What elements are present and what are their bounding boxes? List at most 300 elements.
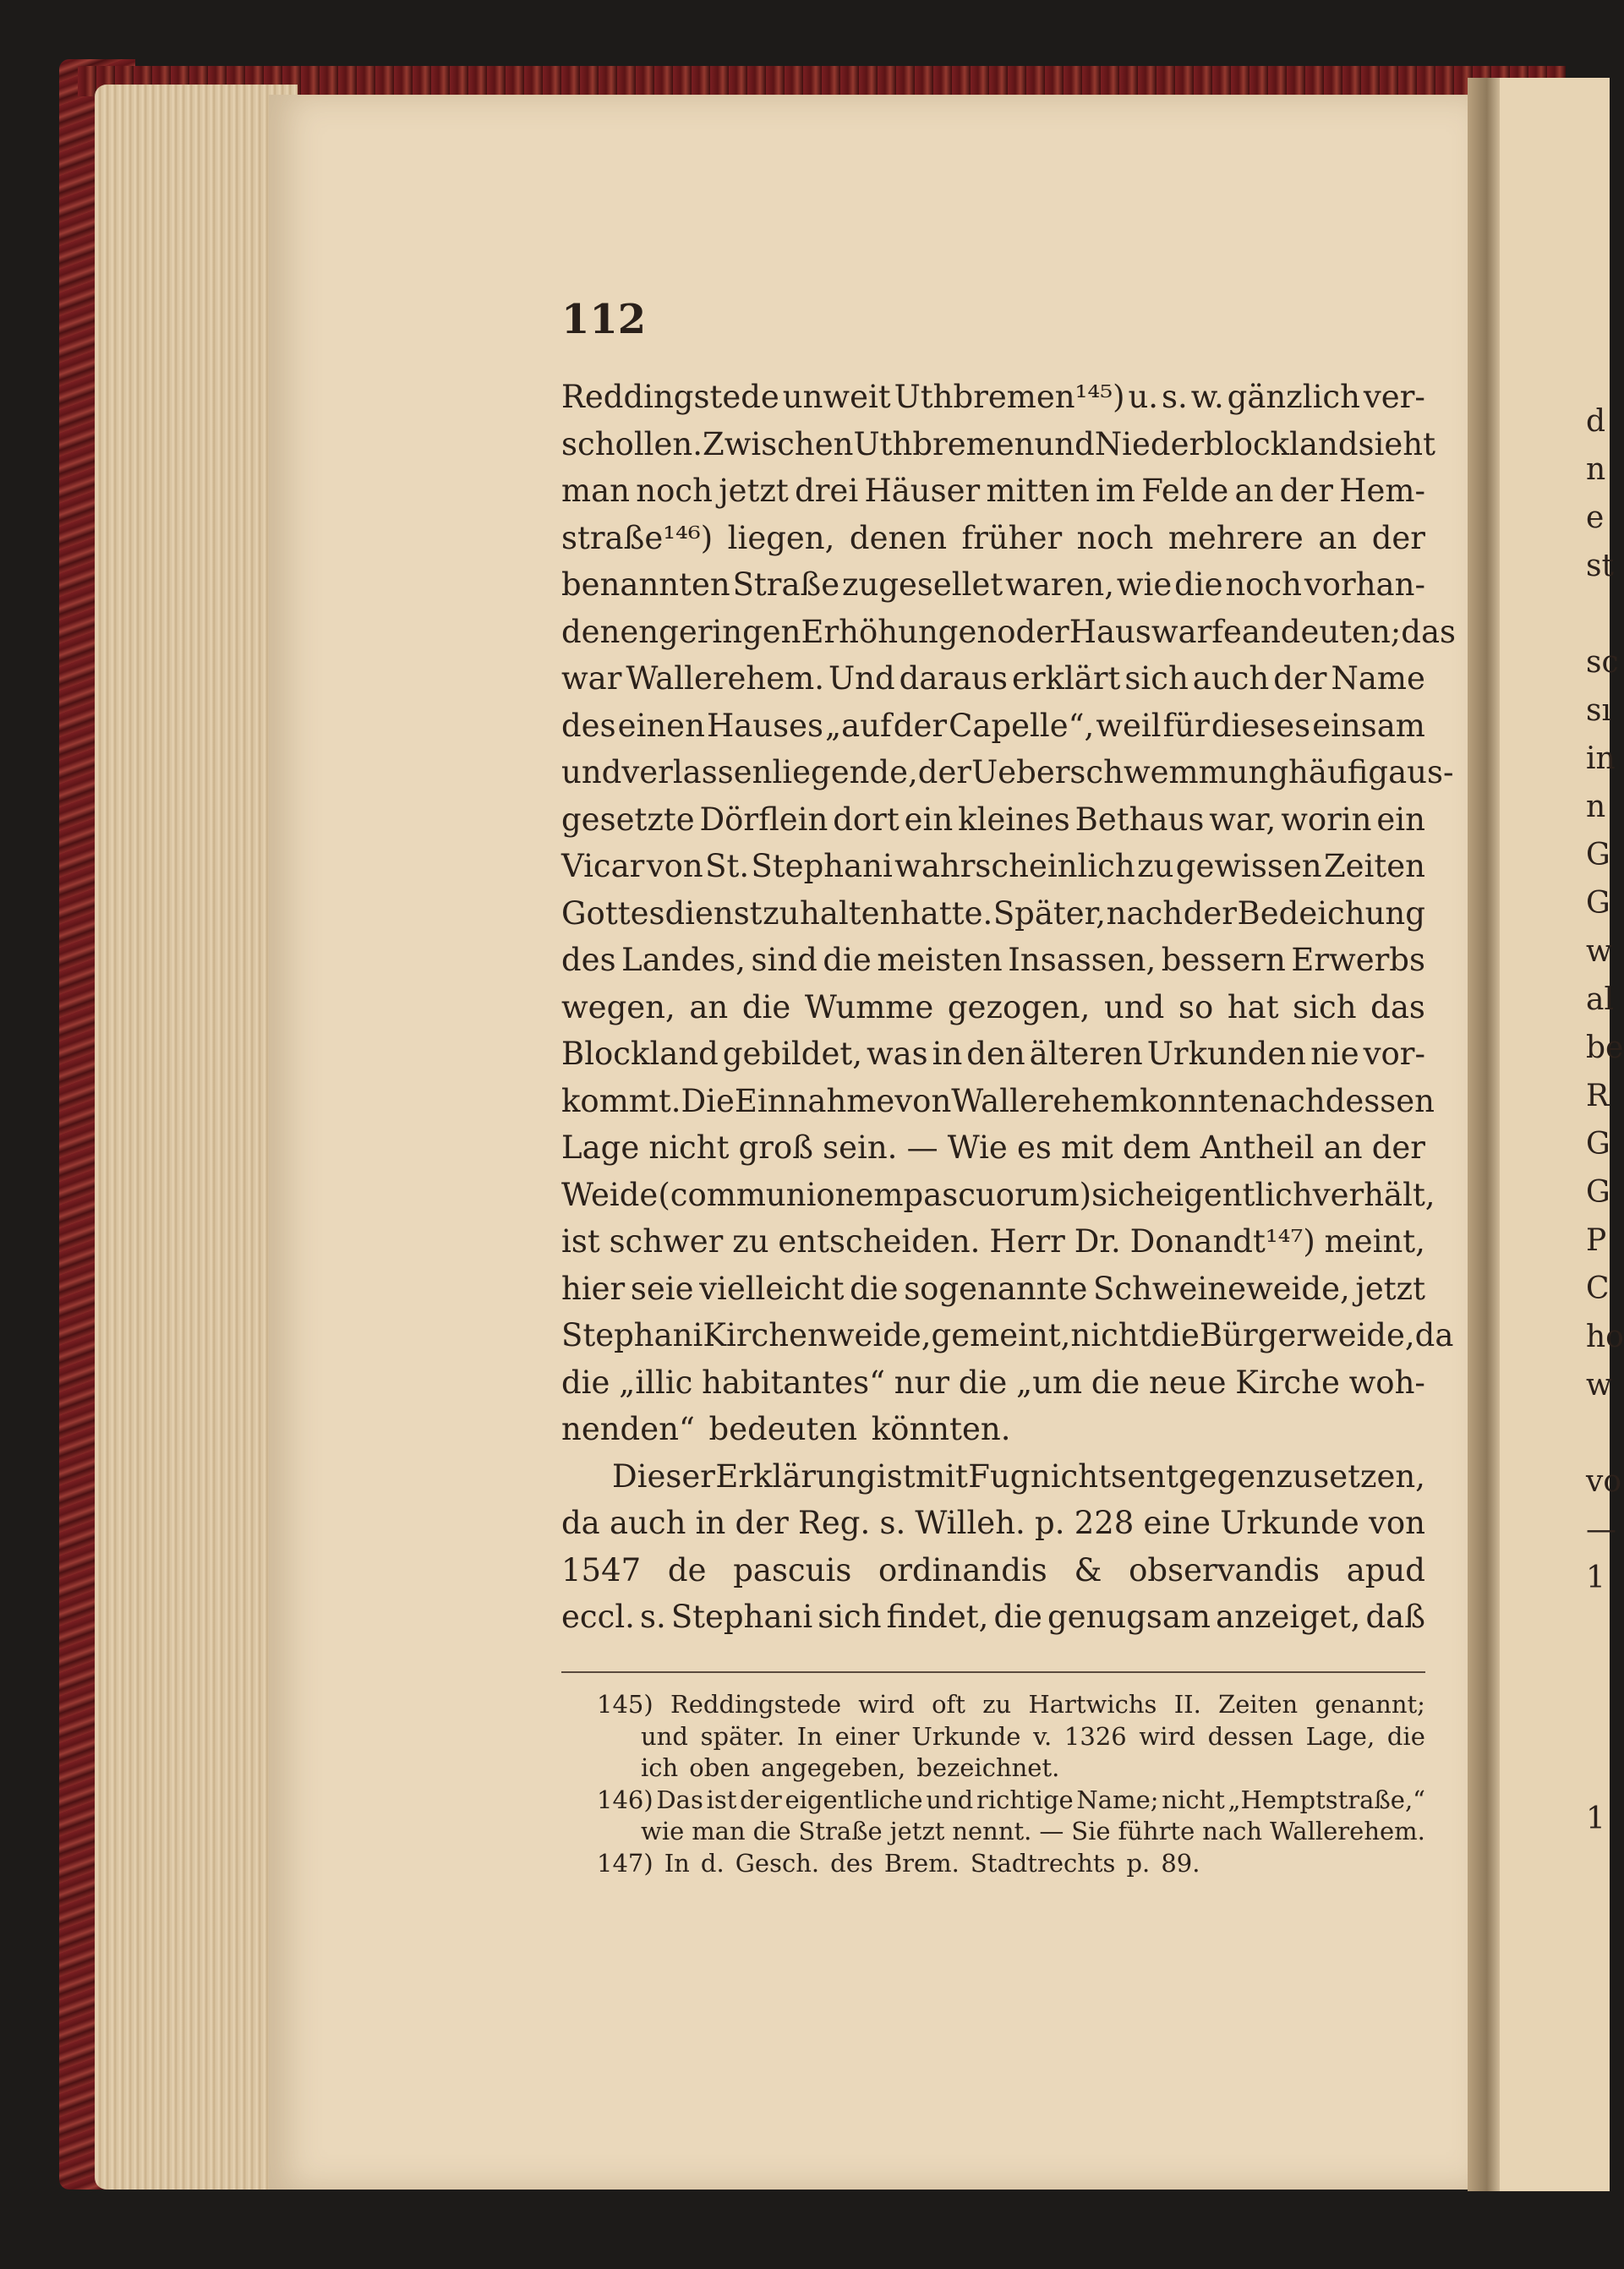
page-number: 112	[561, 296, 647, 343]
text-line	[561, 984, 1425, 1031]
word: verlassen	[621, 754, 773, 790]
word: Uthbremen¹⁴⁵)	[894, 379, 1125, 415]
facing-fragment	[1586, 1602, 1610, 1650]
word: II.	[1173, 1690, 1201, 1719]
word: observandis	[1129, 1551, 1320, 1588]
word: wegen,	[561, 988, 675, 1025]
word: Willeh.	[915, 1505, 1025, 1541]
word: andeuten;	[1241, 613, 1402, 650]
word: genannt;	[1315, 1690, 1425, 1719]
word: —	[1039, 1817, 1064, 1845]
marbled-page-top-edge	[78, 66, 1566, 96]
word: zu	[982, 1690, 1012, 1719]
word: sich	[1293, 988, 1357, 1025]
word: Donandt¹⁴⁷)	[1129, 1223, 1315, 1260]
word: geringen	[659, 613, 801, 650]
word: schollen.	[561, 425, 703, 462]
word: war,	[1209, 801, 1277, 838]
word: die	[823, 942, 872, 978]
text-line	[561, 374, 1425, 421]
word: anzeiget,	[1216, 1599, 1361, 1635]
text-line	[561, 937, 1425, 984]
word: und	[641, 1721, 688, 1751]
word: „auf	[825, 707, 892, 744]
text-line	[561, 1500, 1425, 1547]
word: Lage	[561, 1129, 640, 1166]
facing-fragment	[1586, 1747, 1610, 1795]
word: von	[1368, 1505, 1425, 1541]
word: Reddingstede	[561, 379, 779, 415]
word: dessen	[1325, 1082, 1435, 1119]
word: habitantes“	[702, 1364, 885, 1401]
text-line	[561, 421, 1435, 468]
footnote-line	[597, 1785, 1425, 1817]
word: den	[966, 1036, 1025, 1072]
word: nenden“	[561, 1411, 695, 1447]
word: u.	[1128, 379, 1159, 415]
footnote-line	[597, 1848, 1425, 1880]
facing-fragment: sc	[1586, 645, 1619, 680]
facing-fragment: sı	[1586, 693, 1611, 728]
word: p.	[1035, 1505, 1065, 1541]
facing-fragment: in	[1586, 741, 1616, 776]
text-line	[561, 1594, 1425, 1641]
word: der	[740, 1785, 782, 1814]
word: nach	[1249, 1082, 1326, 1119]
text-line	[561, 609, 1456, 656]
word: Erwerbs	[1291, 942, 1425, 978]
word: da	[1414, 1317, 1454, 1353]
word: Stephani	[670, 1599, 813, 1635]
facing-fragment: w	[1586, 934, 1612, 969]
word: entgegen	[1127, 1457, 1276, 1495]
text-line	[561, 655, 1425, 703]
word: 145)	[597, 1690, 653, 1719]
word: der	[1371, 1129, 1425, 1166]
word: Die	[681, 1082, 735, 1119]
facing-fragment: e	[1586, 500, 1605, 535]
word: einen	[617, 707, 705, 744]
word: gemeint,	[931, 1317, 1071, 1353]
facing-page-text-fragments	[1586, 397, 1624, 1843]
word: Lage,	[1305, 1721, 1375, 1751]
main-text-block	[561, 374, 1456, 1641]
text-line	[561, 890, 1425, 938]
word: jetzt	[719, 473, 789, 509]
word: wie	[1116, 566, 1173, 603]
word: richtige	[976, 1785, 1074, 1814]
word: Erhöhungen	[801, 613, 998, 650]
word: Blockland	[561, 1036, 719, 1072]
word: In	[796, 1721, 823, 1751]
word: schwer	[609, 1223, 724, 1260]
word: Zwischen	[702, 425, 854, 462]
word: an	[1323, 1129, 1363, 1166]
facing-fragment: n	[1586, 452, 1606, 487]
word: Häuser	[864, 473, 981, 509]
word: nie	[1310, 1036, 1359, 1072]
word: Dr.	[1074, 1223, 1121, 1260]
word: vorhan-	[1304, 566, 1425, 603]
word: in	[932, 1036, 963, 1072]
text-line	[561, 1031, 1425, 1078]
text-line	[561, 1218, 1425, 1266]
word: jetzt	[1355, 1270, 1425, 1307]
word: erklärt	[1011, 660, 1121, 697]
word: nicht	[648, 1129, 730, 1166]
word: zu	[732, 1223, 769, 1260]
word: Urkunde	[911, 1721, 1021, 1751]
word: eccl.	[561, 1599, 635, 1635]
word: ist	[561, 1223, 600, 1260]
word: älteren	[1029, 1036, 1143, 1072]
word: gezogen,	[947, 988, 1091, 1025]
word: genugsam	[1047, 1599, 1211, 1635]
word: die	[1174, 566, 1223, 603]
facing-fragment	[1586, 590, 1610, 638]
word: Wallerehem.	[626, 660, 824, 697]
facing-fragment: d	[1586, 404, 1606, 439]
word: Hauswarfe	[1069, 613, 1242, 650]
word: halten	[800, 894, 900, 932]
word: benannten	[561, 566, 730, 603]
word: In	[664, 1848, 690, 1878]
word: Herr	[989, 1223, 1065, 1260]
word: Erklärung	[715, 1457, 877, 1495]
word: St.	[705, 848, 750, 884]
word: von	[646, 848, 703, 884]
word: wird	[1139, 1721, 1195, 1751]
word: dem	[1122, 1129, 1191, 1166]
word: zu	[1137, 848, 1174, 884]
word: bedeuten	[708, 1411, 858, 1447]
word: dessen	[1207, 1721, 1293, 1751]
word: 1326	[1064, 1721, 1127, 1751]
word: einsam	[1312, 707, 1425, 744]
facing-fragment	[1586, 1698, 1610, 1747]
footnote-line	[597, 1752, 1425, 1785]
word: Stephani	[561, 1317, 703, 1353]
word: könnten.	[871, 1411, 1011, 1447]
word: Stephani	[751, 848, 893, 884]
word: drei	[795, 473, 859, 509]
word: sich	[817, 1599, 882, 1635]
word: Später,	[992, 894, 1107, 932]
footnote-line	[597, 1816, 1425, 1848]
word: Vicar	[561, 848, 645, 884]
word: Wie	[947, 1129, 1008, 1166]
word: Das	[656, 1785, 703, 1814]
word: d.	[700, 1848, 725, 1878]
word: noch	[636, 473, 713, 509]
word: führte	[1118, 1817, 1195, 1845]
text-line	[561, 1406, 1425, 1453]
word: eigentliche	[785, 1785, 923, 1814]
footnote-rule	[561, 1671, 1425, 1673]
word: zu	[763, 894, 800, 932]
word: die	[1091, 1364, 1140, 1401]
facing-fragment: 1	[1586, 1561, 1605, 1595]
word: Dieser	[612, 1457, 715, 1495]
word: des	[830, 1848, 873, 1878]
word: groß	[738, 1129, 813, 1166]
word: bessern	[1161, 942, 1286, 978]
word: auch	[609, 1505, 686, 1541]
word: &	[1074, 1551, 1102, 1588]
facing-fragment: ho	[1586, 1320, 1624, 1354]
word: s.	[879, 1505, 906, 1541]
word: nach	[1202, 1817, 1263, 1845]
word: und	[561, 754, 622, 790]
word: Capelle“,	[949, 707, 1095, 744]
word: Straße	[732, 566, 840, 603]
word: Zeiten	[1218, 1690, 1299, 1719]
word: „illic	[619, 1364, 693, 1401]
word: nicht	[1070, 1317, 1151, 1353]
word: unweit	[782, 379, 891, 415]
word: oft	[932, 1690, 965, 1719]
word: die	[1386, 1721, 1425, 1751]
word: de	[667, 1551, 707, 1588]
word: ordinandis	[878, 1551, 1047, 1588]
word: häufig	[1288, 754, 1389, 790]
text-line	[561, 515, 1425, 562]
word: vielleicht	[699, 1270, 845, 1307]
word: hier	[561, 1270, 626, 1307]
word: Hauses	[706, 707, 823, 744]
word: dieses	[1211, 707, 1311, 744]
word: an	[1234, 473, 1274, 509]
word: 1547	[561, 1551, 642, 1588]
page-block-edges	[95, 85, 298, 2190]
word: seie	[630, 1270, 694, 1307]
footnotes-block	[597, 1689, 1425, 1879]
word: Sie	[1071, 1817, 1111, 1845]
word: denen	[849, 519, 948, 556]
word: setzen,	[1313, 1457, 1425, 1495]
word: einer	[834, 1721, 899, 1751]
word: Bethaus	[1074, 801, 1205, 838]
word: entscheiden.	[778, 1223, 981, 1260]
word: nichts	[1030, 1457, 1127, 1495]
word: es	[1016, 1129, 1052, 1166]
word: wahrscheinlich	[894, 848, 1135, 884]
book-gutter	[1468, 78, 1500, 2191]
word: später.	[700, 1721, 785, 1751]
word: Urkunde	[1220, 1505, 1359, 1541]
word: Wallerehem	[951, 1082, 1140, 1119]
word: in	[695, 1505, 726, 1541]
word: der	[1371, 519, 1425, 556]
word: das	[1370, 988, 1425, 1025]
word: die	[741, 988, 791, 1025]
word: noch	[1076, 519, 1154, 556]
word: auch	[1192, 660, 1270, 697]
facing-fragment: —	[1586, 1512, 1616, 1547]
word: die	[561, 1364, 610, 1401]
word: 228	[1074, 1505, 1135, 1541]
word: Reddingstede	[670, 1690, 842, 1719]
text-line	[561, 1124, 1425, 1172]
word: Hem-	[1339, 473, 1425, 509]
word: Brem.	[883, 1848, 960, 1878]
word: gänzlich	[1227, 379, 1360, 415]
word: s.	[640, 1599, 666, 1635]
word: 146)	[597, 1785, 653, 1814]
word: gebildet,	[722, 1036, 862, 1072]
facing-fragment: G	[1586, 838, 1610, 872]
word: worin	[1281, 801, 1372, 838]
word: liegende,	[772, 754, 918, 790]
word: kleines	[958, 801, 1070, 838]
word: Wumme	[804, 988, 934, 1025]
word: woh-	[1348, 1364, 1425, 1401]
text-line	[561, 1547, 1425, 1594]
word: 89.	[1161, 1848, 1200, 1878]
text-line	[561, 467, 1425, 515]
word: nennt.	[952, 1817, 1032, 1845]
word: Bürgerweide,	[1199, 1317, 1415, 1353]
word: apud	[1346, 1551, 1425, 1588]
word: von	[894, 1082, 952, 1119]
word: Einnahme	[734, 1082, 895, 1119]
word: Bedeichung	[1237, 894, 1425, 932]
facing-fragment: G	[1586, 886, 1610, 921]
word: noch	[1225, 566, 1303, 603]
word: Kirche	[1235, 1364, 1340, 1401]
word: ich	[641, 1753, 679, 1782]
word: sich	[1124, 660, 1189, 697]
word: so	[1178, 988, 1214, 1025]
text-line	[561, 749, 1454, 796]
word: Antheil	[1200, 1129, 1315, 1166]
word: „Hemptstraße,“	[1228, 1785, 1425, 1814]
word: s.	[1162, 379, 1188, 415]
word: aus-	[1388, 754, 1454, 790]
word: kommt.	[561, 1082, 681, 1119]
word: nur	[894, 1364, 950, 1401]
word: w.	[1190, 379, 1224, 415]
text-line	[561, 1172, 1435, 1219]
word: verhält,	[1312, 1176, 1435, 1213]
word: meisten	[877, 942, 1003, 978]
word: Wallerehem.	[1270, 1817, 1425, 1845]
word: findet,	[886, 1599, 989, 1635]
footnote-line	[597, 1721, 1425, 1753]
word: nach	[1106, 894, 1184, 932]
word: war	[561, 660, 622, 697]
text-line	[561, 561, 1425, 609]
word: —	[906, 1129, 938, 1166]
word: gesetzte	[561, 801, 695, 838]
word: und	[1034, 425, 1095, 462]
word: liegen,	[727, 519, 835, 556]
facing-fragment: vo	[1586, 1464, 1622, 1499]
facing-fragment: G	[1586, 1127, 1610, 1162]
word: oben	[689, 1753, 751, 1782]
facing-fragment	[1586, 1409, 1610, 1457]
word: der	[1279, 473, 1333, 509]
word: Gottesdienst	[561, 894, 763, 932]
word: an	[1318, 519, 1358, 556]
word: gewissen	[1175, 848, 1322, 884]
word: Niederblockland	[1094, 425, 1359, 462]
word: (communionem	[658, 1176, 904, 1213]
word: Insassen,	[1008, 942, 1156, 978]
word: v.	[1033, 1721, 1053, 1751]
word: jetzt	[889, 1817, 945, 1845]
word: die	[1151, 1317, 1200, 1353]
facing-fragment: be	[1586, 1031, 1624, 1065]
word: Gesch.	[735, 1848, 820, 1878]
facing-fragment: P	[1586, 1223, 1607, 1258]
word: der	[1273, 660, 1327, 697]
word: und	[1104, 988, 1165, 1025]
word: angegeben,	[761, 1753, 906, 1782]
word: das	[1401, 613, 1456, 650]
word: hat	[1227, 988, 1279, 1025]
word: Straße	[798, 1817, 883, 1845]
word: hatte.	[899, 894, 993, 932]
word: mit	[916, 1457, 968, 1495]
word: eigentlich	[1155, 1176, 1313, 1213]
text-line	[561, 1312, 1454, 1359]
word: da	[561, 1505, 600, 1541]
word: man	[561, 473, 630, 509]
word: Zeiten	[1323, 848, 1425, 884]
word: Urkunden	[1146, 1036, 1307, 1072]
word: sich	[1091, 1176, 1156, 1213]
word: die	[752, 1817, 791, 1845]
word: für	[1162, 707, 1210, 744]
word: weil	[1096, 707, 1162, 744]
word: sogenannte	[904, 1270, 1088, 1307]
word: Dörflein	[699, 801, 828, 838]
word: daß	[1365, 1599, 1425, 1635]
word: mitten	[986, 473, 1090, 509]
word: der	[1183, 894, 1237, 932]
word: die	[993, 1599, 1042, 1635]
word: denen	[561, 613, 659, 650]
word: Reg.	[798, 1505, 871, 1541]
word: Und	[828, 660, 895, 697]
word: Felde	[1141, 473, 1229, 509]
word: bezeichnet.	[916, 1753, 1060, 1782]
word: der	[735, 1505, 789, 1541]
text-line	[561, 1359, 1425, 1407]
text-line	[561, 703, 1425, 750]
facing-fragment: 1	[1586, 1802, 1605, 1836]
word: zu	[1276, 1457, 1313, 1495]
facing-fragment: G	[1586, 1175, 1610, 1210]
word: und	[926, 1785, 974, 1814]
word: im	[1096, 473, 1136, 509]
word: ein	[904, 801, 954, 838]
word: Hartwichs	[1028, 1690, 1157, 1719]
text-line	[561, 1078, 1435, 1125]
facing-fragment: st	[1586, 549, 1614, 583]
word: die	[850, 1270, 899, 1307]
text-line	[561, 843, 1425, 890]
word: Stadtrechts	[970, 1848, 1116, 1878]
text-line	[561, 1266, 1425, 1313]
word: oder	[997, 613, 1069, 650]
word: nicht	[1162, 1785, 1225, 1814]
word: ist	[706, 1785, 737, 1814]
word: ein	[1376, 801, 1425, 838]
word: vor-	[1363, 1036, 1425, 1072]
word: Schweineweide,	[1092, 1270, 1350, 1307]
